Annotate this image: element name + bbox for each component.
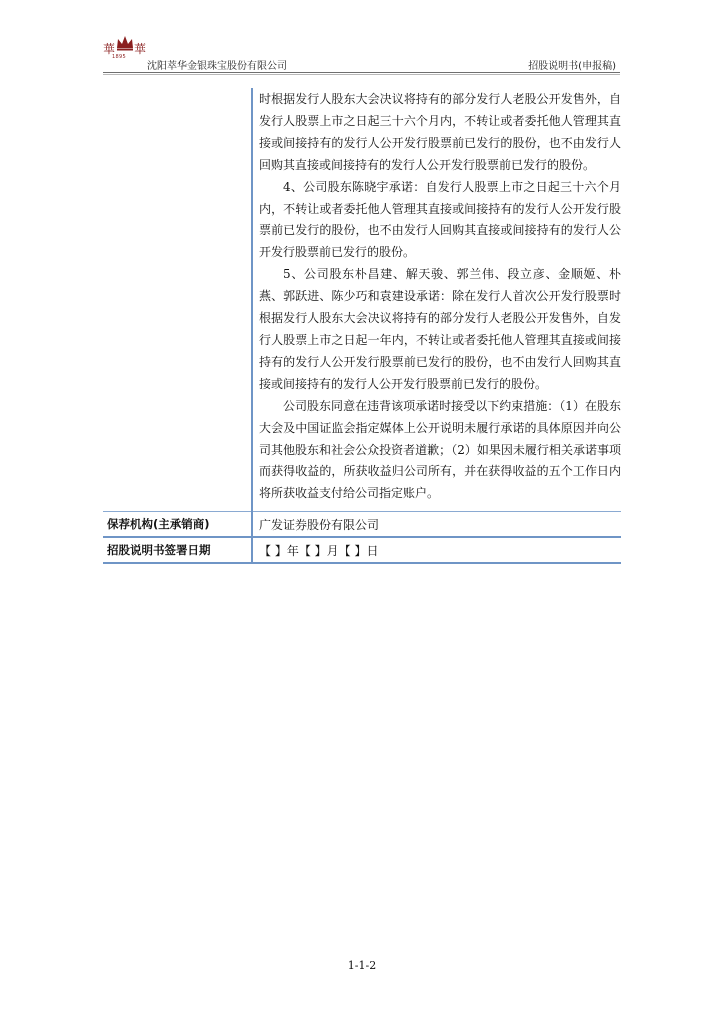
commitments-row (103, 88, 621, 512)
logo-glyph-right: 華 (134, 42, 147, 56)
header-rule-secondary (103, 74, 620, 75)
company-name: 沈阳萃华金银珠宝股份有限公司 (147, 61, 287, 72)
sign-date-row (103, 537, 621, 563)
commitments-label-cell (103, 88, 252, 512)
paragraph-commitment-5: 5、公司股东朴昌建、解天骏、郭兰伟、段立彦、金顺姬、朴燕、郭跃进、陈少巧和袁建设承诺：除在发行人首次公开发行股票时根据发行人股东大会决议将持有的部分发行人老股公开发售外，自发行人股票上市之日起一年内，不转让或者委托他人管理其直接或间接持有的发行人公开发行股票前已发行的股份，也不由发行人回购其直接或间接持有的发行人公开发行股票前已发行的股份。 (259, 267, 621, 391)
logo-glyph-left: 華 (103, 42, 116, 56)
commitment-text (253, 88, 621, 511)
document-title: 招股说明书(申报稿) (528, 61, 616, 72)
sign-date-label: 招股说明书签署日期 (107, 543, 211, 558)
page-header (103, 28, 618, 72)
page-number: 1-1-2 (347, 959, 377, 972)
underwriter-value: 广发证券股份有限公司 (259, 518, 380, 533)
prospectus-table (103, 88, 621, 564)
paragraph-continuation: 时根据发行人股东大会决议将持有的部分发行人老股公开发售外，自发行人股票上市之日起三十六个月内，不转让或者委托他人管理其直接或间接持有的发行人公开发行股票前已发行的股份，也不由发行人回购其直接或间接持有的发行人公开发行股票前已发行的股份。 (259, 92, 621, 172)
commitments-text-cell (252, 88, 621, 512)
paragraph-commitment-4: 4、公司股东陈晓宇承诺：自发行人股票上市之日起三十六个月内，不转让或者委托他人管理其直接或间接持有的发行人公开发行股票前已发行的股份，也不由发行人回购其直接或间接持有的发行人公开发行股票前已发行的股份。 (259, 179, 621, 260)
sign-date-value: 【 】年【 】月【 】日 (259, 544, 379, 559)
crown-icon (115, 34, 135, 52)
logo-badge: 1895 (112, 54, 126, 60)
underwriter-row (103, 512, 621, 538)
company-logo (103, 34, 147, 64)
underwriter-label: 保荐机构(主承销商) (107, 517, 210, 532)
header-rule (103, 72, 620, 73)
paragraph-constraint-measures: 公司股东同意在违背该项承诺时接受以下约束措施：（1）在股东大会及中国证监会指定媒体上公开说明未履行承诺的具体原因并向公司其他股东和社会公众投资者道歉；（2）如果因未履行相关承诺事项而获得收益的，所获收益归公司所有，并在获得收益的五个工作日内将所获收益支付给公司指定账户。 (259, 398, 621, 501)
